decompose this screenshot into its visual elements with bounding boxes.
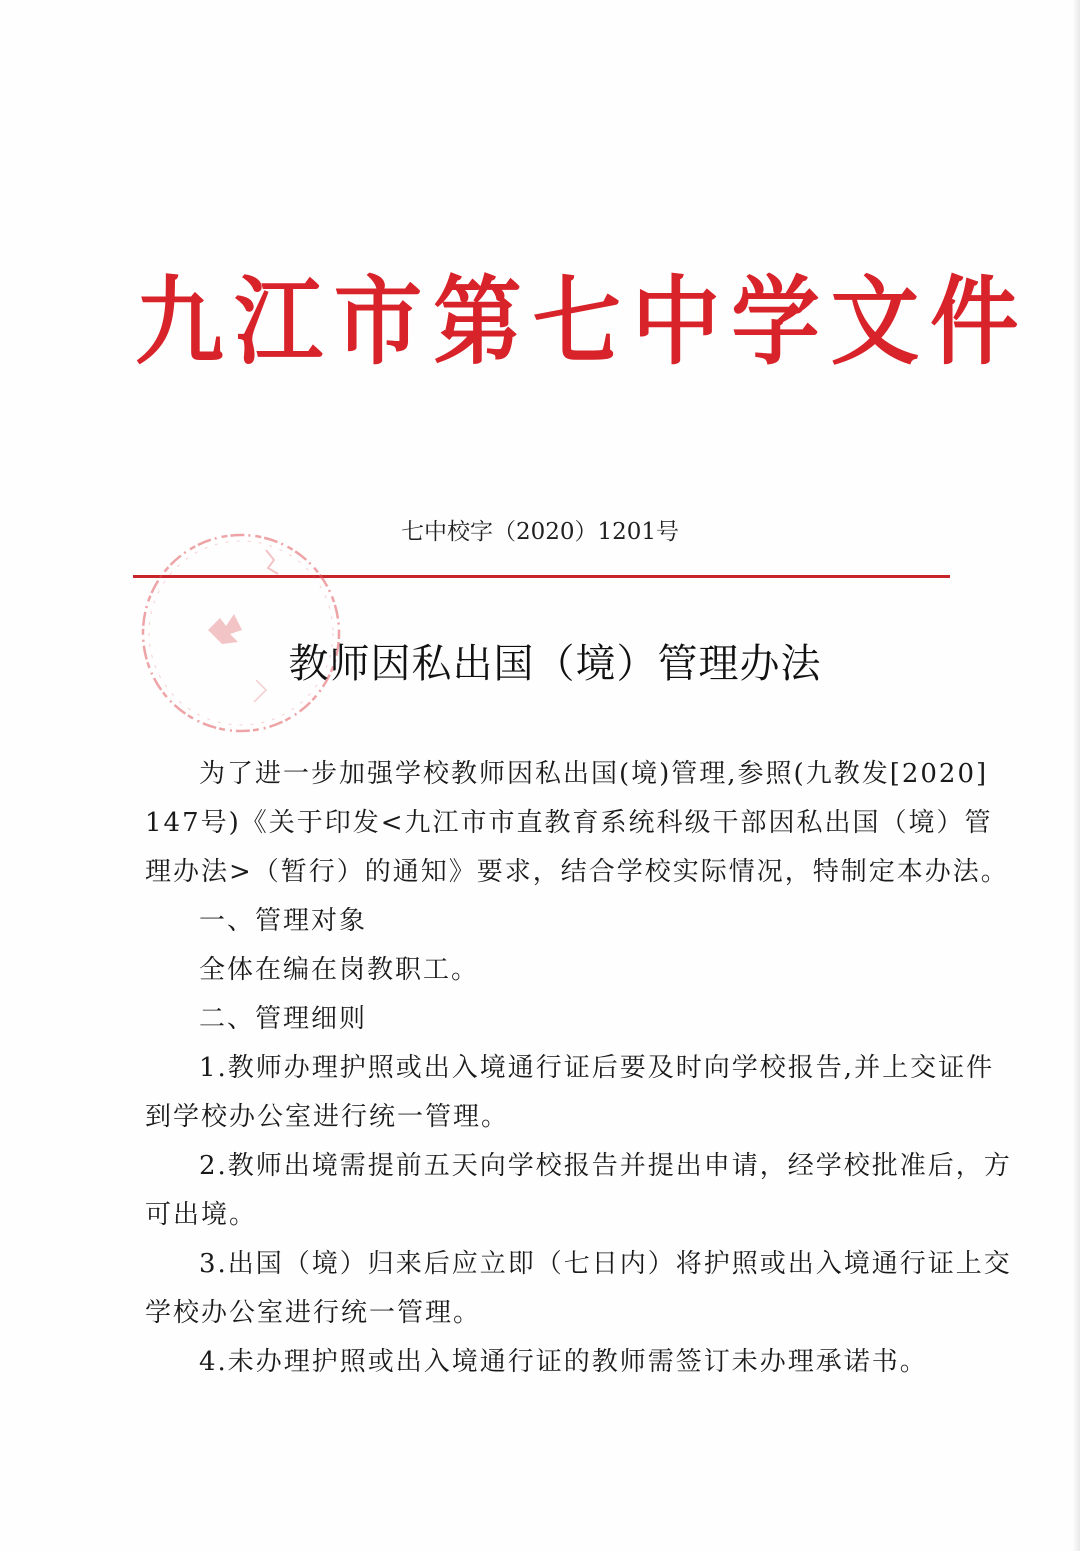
red-header-title: 九江市第七中学文件	[135, 265, 1030, 378]
official-seal-icon	[138, 530, 344, 736]
section-2-heading: 二、管理细则	[199, 1004, 368, 1034]
section-1-content: 全体在编在岗教职工。	[199, 955, 480, 985]
item-3-line-2: 学校办公室进行统一管理。	[145, 1298, 482, 1328]
item-1-line-2: 到学校办公室进行统一管理。	[145, 1102, 510, 1132]
intro-line-1: 为了进一步加强学校教师因私出国(境)管理,参照(九教发[2020]	[199, 759, 989, 789]
item-2-line-2: 可出境。	[145, 1200, 258, 1230]
item-1-line-1: 1.教师办理护照或出入境通行证后要及时向学校报告,并上交证件	[199, 1053, 995, 1083]
document-title: 教师因私出国（境）管理办法	[288, 641, 822, 687]
intro-line-2: 147号)《关于印发<九江市市直教育系统科级干部因私出国（境）管	[145, 808, 993, 838]
scan-edge	[1072, 0, 1080, 1551]
item-3-line-1: 3.出国（境）归来后应立即（七日内）将护照或出入境通行证上交	[199, 1249, 1012, 1279]
item-2-line-1: 2.教师出境需提前五天向学校报告并提出申请，经学校批准后，方	[199, 1151, 1012, 1181]
intro-line-3: 理办法>（暂行）的通知》要求，结合学校实际情况，特制定本办法。	[145, 857, 1009, 887]
section-1-heading: 一、管理对象	[199, 906, 368, 936]
document-number: 七中校字（2020）1201号	[400, 519, 680, 545]
item-4-line-1: 4.未办理护照或出入境通行证的教师需签订未办理承诺书。	[199, 1347, 928, 1377]
document-body	[145, 750, 1012, 1387]
